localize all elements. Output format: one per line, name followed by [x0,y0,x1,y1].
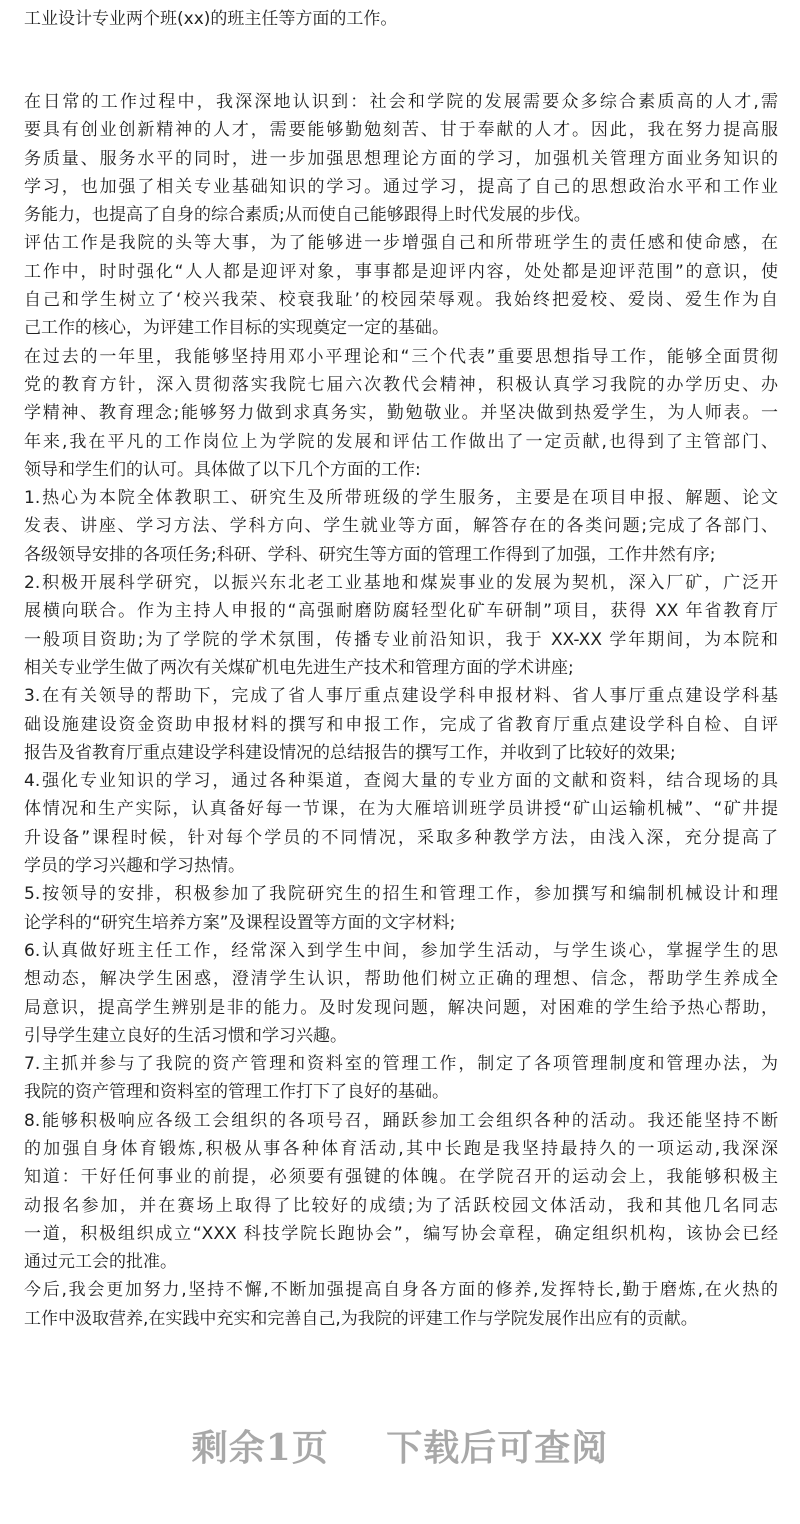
text-line: 评估工作是我院的头等大事，为了能够进一步增强自己和所带班学生的责任感和使命感，在 [24,233,778,254]
text-line: 学习，也加强了相关专业基础知识的学习。通过学习，提高了自己的思想政治水平和工作业 [24,176,778,197]
text-line: 我院的资产管理和资料室的管理工作打下了良好的基础。 [24,1082,449,1103]
text-line: 务质量、服务水平的同时，进一步加强思想理论方面的学习，加强机关管理方面业务知识的 [24,148,778,169]
paragraph [24,569,778,682]
paragraph [24,880,778,937]
text-line: 在日常的工作过程中，我深深地认识到：社会和学院的发展需要众多综合素质高的人才,需 [24,92,778,112]
text-line: 4.强化专业知识的学习，通过各种渠道，查阅大量的专业方面的文献和资料，结合现场的具 [24,771,778,792]
paragraph [24,229,778,342]
text-line: 动报名参加，并在赛场上取得了比较好的成绩;为了活跃校园文体活动，我和其他几名同志 [24,1195,778,1216]
document-body [24,88,778,1333]
text-line: 今后,我会更加努力,坚持不懈,不断加强提高自身各方面的修养,发挥特长,勤于磨炼,在火热的 [24,1280,778,1301]
paragraph [24,88,778,229]
text-line: 在过去的一年里，我能够坚持用邓小平理论和“三个代表”重要思想指导工作，能够全面贯彻 [24,346,778,367]
paragraph [24,5,778,33]
text-line: 学精神、教育理念;能够努力做到求真务实，勤勉敬业。并坚决做到热爱学生，为人师表。一 [24,403,778,424]
text-line: 务能力，也提高了自身的综合素质;从而使自己能够跟得上时代发展的步伐。 [24,205,591,226]
text-line: 论学科的“研究生培养方案”及课程设置等方面的文字材料; [24,912,456,933]
text-line: 础设施建设资金资助申报材料的撰写和申报工作，完成了省教育厅重点建设学科自检、自评 [24,714,778,735]
text-line: 要具有创业创新精神的人才，需要能够勤勉刻苦、甘于奉献的人才。因此，我在努力提高服 [24,120,778,141]
text-line: 8.能够积极响应各级工会组织的各项号召，踊跃参加工会组织各种的活动。我还能坚持不断 [24,1110,778,1131]
text-line: 知道：干好任何事业的前提，必须要有强键的体魄。在学院召开的运动会上，我能够积极主 [24,1167,778,1188]
text-line: 局意识，提高学生辨别是非的能力。及时发现问题，解决问题，对困难的学生给予热心帮助， [24,997,778,1018]
paragraph [24,484,778,569]
paragraph [24,1050,778,1107]
paragraph [24,937,778,1050]
text-line: 引导学生建立良好的生活习惯和学习兴趣。 [24,1025,347,1046]
remaining-pages-label: 剩余1页 [191,1427,329,1469]
text-line: 一般项目资助;为了学院的学术氛围，传播专业前沿知识，我于 XX-XX 学年期间，为本院和 [24,629,778,650]
paragraph [24,767,778,880]
download-prompt[interactable] [0,1420,800,1471]
text-line: 各级领导安排的各项任务;科研、学科、研究生等方面的管理工作得到了加强，工作井然有序; [24,544,716,565]
download-to-read-label[interactable]: 下载后可查阅 [386,1427,609,1469]
text-line: 升设备”课程时候，针对每个学员的不同情况，采取多种教学方法，由浅入深，充分提高了 [24,827,778,848]
text-line: 想动态，解决学生困惑，澄清学生认识，帮助他们树立正确的理想、信念，帮助学生养成全 [24,969,778,990]
text-line: 2.积极开展科学研究，以振兴东北老工业基地和煤炭事业的发展为契机，深入厂矿，广泛开 [24,573,778,594]
paragraph [24,1107,778,1277]
text-line: 7.主抓并参与了我院的资产管理和资料室的管理工作，制定了各项管理制度和管理办法，为 [24,1054,778,1075]
text-line: 展横向联合。作为主持人申报的“高强耐磨防腐轻型化矿车研制”项目，获得 XX 年省教育厅 [24,601,778,622]
paragraph [24,343,778,484]
text-line: 领导和学生们的认可。具体做了以下几个方面的工作: [24,459,421,480]
text-line: 一道，积极组织成立“XXX 科技学院长跑协会”，编写协会章程，确定组织机构，该协会已经 [24,1223,778,1244]
text-line: 体情况和生产实际，认真备好每一节课，在为大雁培训班学员讲授“矿山运输机械”、“矿井提 [24,799,778,820]
text-line: 工作中，时时强化“人人都是迎评对象，事事都是迎评内容，处处都是迎评范围”的意识，使 [24,261,778,282]
text-line: 5.按领导的安排，积极参加了我院研究生的招生和管理工作，参加撰写和编制机械设计和理 [24,884,778,905]
text-line: 的加强自身体育锻炼,积极从事各种体育活动,其中长跑是我坚持最持久的一项运动,我深深 [24,1138,778,1159]
text-line: 3.在有关领导的帮助下，完成了省人事厅重点建设学科申报材料、省人事厅重点建设学科基 [24,686,778,707]
text-line: 自己和学生树立了‘校兴我荣、校衰我耻’的校园荣辱观。我始终把爱校、爱岗、爱生作为自 [24,290,778,311]
text-line: 相关专业学生做了两次有关煤矿机电先进生产技术和管理方面的学术讲座; [24,657,574,678]
paragraph [24,682,778,767]
text-line: 1.热心为本院全体教职工、研究生及所带班级的学生服务，主要是在项目申报、解题、论文 [24,488,778,509]
intro-text [24,5,778,33]
paragraph [24,1276,778,1333]
text-line: 工业设计专业两个班(xx)的班主任等方面的工作。 [24,9,398,29]
text-line: 发表、讲座、学习方法、学科方向、学生就业等方面，解答存在的各类问题;完成了各部门、 [24,516,778,537]
text-line: 通过元工会的批准。 [24,1252,177,1273]
text-line: 6.认真做好班主任工作，经常深入到学生中间，参加学生活动，与学生谈心，掌握学生的思 [24,940,778,961]
text-line: 工作中汲取营养,在实践中充实和完善自己,为我院的评建工作与学院发展作出应有的贡献。 [24,1308,698,1329]
text-line: 己工作的核心，为评建工作目标的实现奠定一定的基础。 [24,318,449,339]
text-line: 党的教育方针，深入贯彻落实我院七届六次教代会精神，积极认真学习我院的办学历史、办 [24,374,778,395]
text-line: 学员的学习兴趣和学习热情。 [24,856,245,877]
text-line: 年来,我在平凡的工作岗位上为学院的发展和评估工作做出了一定贡献,也得到了主管部门、 [24,431,778,452]
text-line: 报告及省教育厅重点建设学科建设情况的总结报告的撰写工作，并收到了比较好的效果; [24,742,676,763]
